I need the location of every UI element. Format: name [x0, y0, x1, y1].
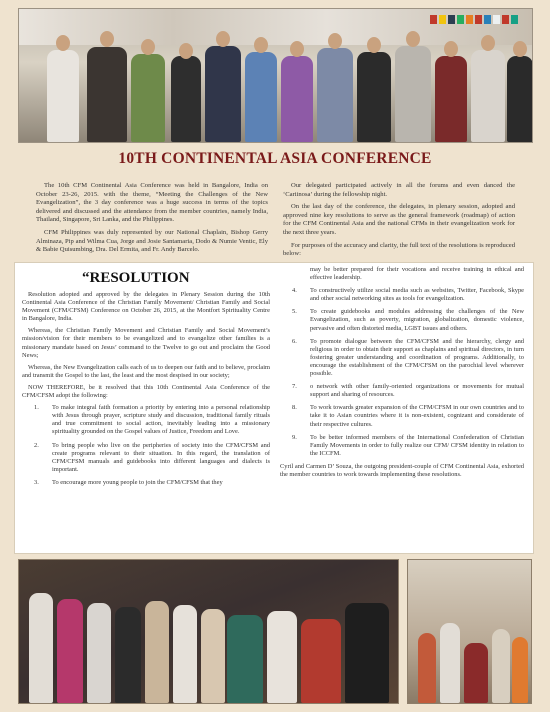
- photo-person: [29, 593, 53, 703]
- photo-person: [395, 46, 431, 142]
- photo-person: [57, 599, 83, 703]
- photo-person: [201, 609, 225, 703]
- photo-person: [418, 633, 436, 703]
- photo-person: [115, 607, 141, 703]
- resolution-right-column: [280, 266, 524, 479]
- photo-person: [87, 603, 111, 703]
- photo-person: [267, 611, 297, 703]
- intro-paragraph: For purposes of the accuracy and clarity, the full text of the resolutions is reproduced below:: [283, 241, 515, 258]
- photo-person: [87, 47, 127, 142]
- resolution-preamble: Whereas, the Christian Family Movement and Christian Family and Social Movement’s mission/vision for their members to be evangelized and to evangelize other families is a missionary mandate based on Jesus’ command to the Twelve to go out and proclaim the Good News;: [22, 327, 270, 359]
- photo-person: [317, 48, 353, 142]
- photo-person: [227, 615, 263, 703]
- resolution-list-left: [22, 404, 270, 487]
- photo-person: [512, 637, 528, 703]
- resolution-item: 5. To create guidebooks and modules addressing the challenges of the New Evangelization, such as poverty, migration, globalization, domestic violence, pervasive and often distorted media, LGBT issues and others.: [292, 308, 524, 332]
- intro-paragraph: CFM Philippines was duly represented by our National Chaplain, Bishop Gerry Alminaza, Pip and Wilma Cua, Jorge and Josie Santamaria, Dodo & Numie Ventic, Ely & Babie Quisumbing, Dra. Del Ermita, and Fr. Andy Barcelo.: [36, 228, 268, 254]
- resolution-preamble: Resolution adopted and approved by the delegates in Plenary Session during the 10th Continental Asia Conference of the Christian Family Movement/ Christian Family and Social Movement (CFM/CFSM) Conference on October 26, 2015, at the Montfort Spirituality Centre in Bangalore, India.: [22, 291, 270, 323]
- conference-banner: [19, 9, 532, 45]
- photo-person: [345, 603, 389, 703]
- resolution-heading: “RESOLUTION: [82, 270, 190, 286]
- intro-paragraph: The 10th CFM Continental Asia Conference was held in Bangalore, India on October 23-26, 2015. with the theme, “Meeting the Challenges of the New Evangelization”, the 3 day conference was a huge success in terms of the topics delivered and discussed and the attendance from the member countries, namely India, Thailand, Singapore, Sri Lanka, and the Philippines.: [36, 182, 268, 224]
- intro-left-column: [36, 182, 268, 259]
- resolution-item: 8. To work towards greater expansion of the CFM/CFSM in our own countries and to take it to Asian countries where it is non-existent, cognizant and considerate of their respective cultures.: [292, 404, 524, 428]
- photo-person: [435, 56, 467, 142]
- resolution-item: 1. To make integral faith formation a priority by entering into a personal relationship with Jesus through prayer, scripture study and discussion, traditional family rituals and true commitment to social action, inevitably leading into a missionary spirituality grounded on the Gospel values of Justice, Freedom and Love.: [34, 404, 270, 436]
- resolution-item: 4. To constructively utilize social media such as websites, Twitter, Facebook, Skype and other social networking sites as tools for evangelization.: [292, 287, 524, 303]
- resolution-preamble: Whereas, the New Evangelization calls each of us to deepen our faith and to believe, proclaim and transmit the Gospel to the last, the least and the most despised in our society;: [22, 363, 270, 379]
- photo-person: [205, 46, 241, 142]
- resolution-item: 6. To promote dialogue between the CFM/CFSM and the hierarchy, clergy and religious in order to obtain their support as chaplains and spiritual directors, in turn fostering greater understanding and coordination of programs. Additionally, to encourage the establishment of the CFM/CFSM on the parochial level wherever possible.: [292, 337, 524, 378]
- resolution-preamble: NOW THEREFORE, be it resolved that this 10th Continental Asia Conference of the CFM/CFSM adopt the following:: [22, 383, 270, 400]
- group-photo-top: [18, 8, 533, 143]
- photo-person: [440, 623, 460, 703]
- group-photo-bottom-left: [18, 559, 399, 704]
- photo-person: [492, 629, 510, 703]
- resolution-list-right: [280, 287, 524, 458]
- page-title: 10TH CONTINENTAL ASIA CONFERENCE: [118, 150, 432, 167]
- intro-paragraph: Our delegated participated actively in all the forums and even danced the ‘Cariinosa’ during the fellowship night.: [283, 182, 515, 198]
- photo-person: [301, 619, 341, 703]
- resolution-item: 9. To be better informed members of the International Confederation of Christian Family Movements in order to fully realize our CFM/ CFSM identity in relation to the ICCFM.: [292, 433, 524, 457]
- photo-person: [131, 54, 165, 142]
- photo-person: [357, 52, 391, 142]
- resolution-item: 2. To bring people who live on the peripheries of society into the CFM/CFSM and create programs relevant to their situation. In this regard, the translation of CFM/CFSM manuals and guidebooks into different languages and dialects is important.: [34, 441, 270, 473]
- flags-graphic: [430, 15, 518, 24]
- photo-person: [507, 56, 533, 142]
- resolution-left-column: [22, 291, 270, 492]
- photo-bottom-right: [407, 559, 532, 704]
- resolution-closing: Cyril and Carmen D’ Souza, the outgoing president-couple of CFM Continental Asia, exhorted the member countries to work towards implementing these resolutions.: [280, 462, 524, 478]
- photo-person: [47, 50, 79, 142]
- photo-person: [471, 50, 505, 142]
- resolution-item: 3. To encourage more young people to join the CFM/CFSM that they: [34, 478, 223, 486]
- photo-person: [245, 52, 277, 142]
- intro-right-column: [283, 182, 515, 263]
- photo-person: [173, 605, 197, 703]
- photo-person: [281, 56, 313, 142]
- resolution-item: 7. o network with other family-oriented organizations or movements for mutual support and sharing of resources.: [292, 383, 524, 399]
- resolution-item-continuation: may be better prepared for their vocations and receive training in ethical and effective leadership.: [310, 266, 524, 282]
- photo-person: [464, 643, 488, 703]
- photo-person: [171, 56, 201, 142]
- photo-person: [145, 601, 169, 703]
- intro-paragraph: On the last day of the conference, the delegates, in plenary session, adopted and approved nine key resolutions to serve as the general framework (roadmap) of action for the CFM Continental Asia and the national CFMs in their evangelization work for the next three years.: [283, 203, 515, 236]
